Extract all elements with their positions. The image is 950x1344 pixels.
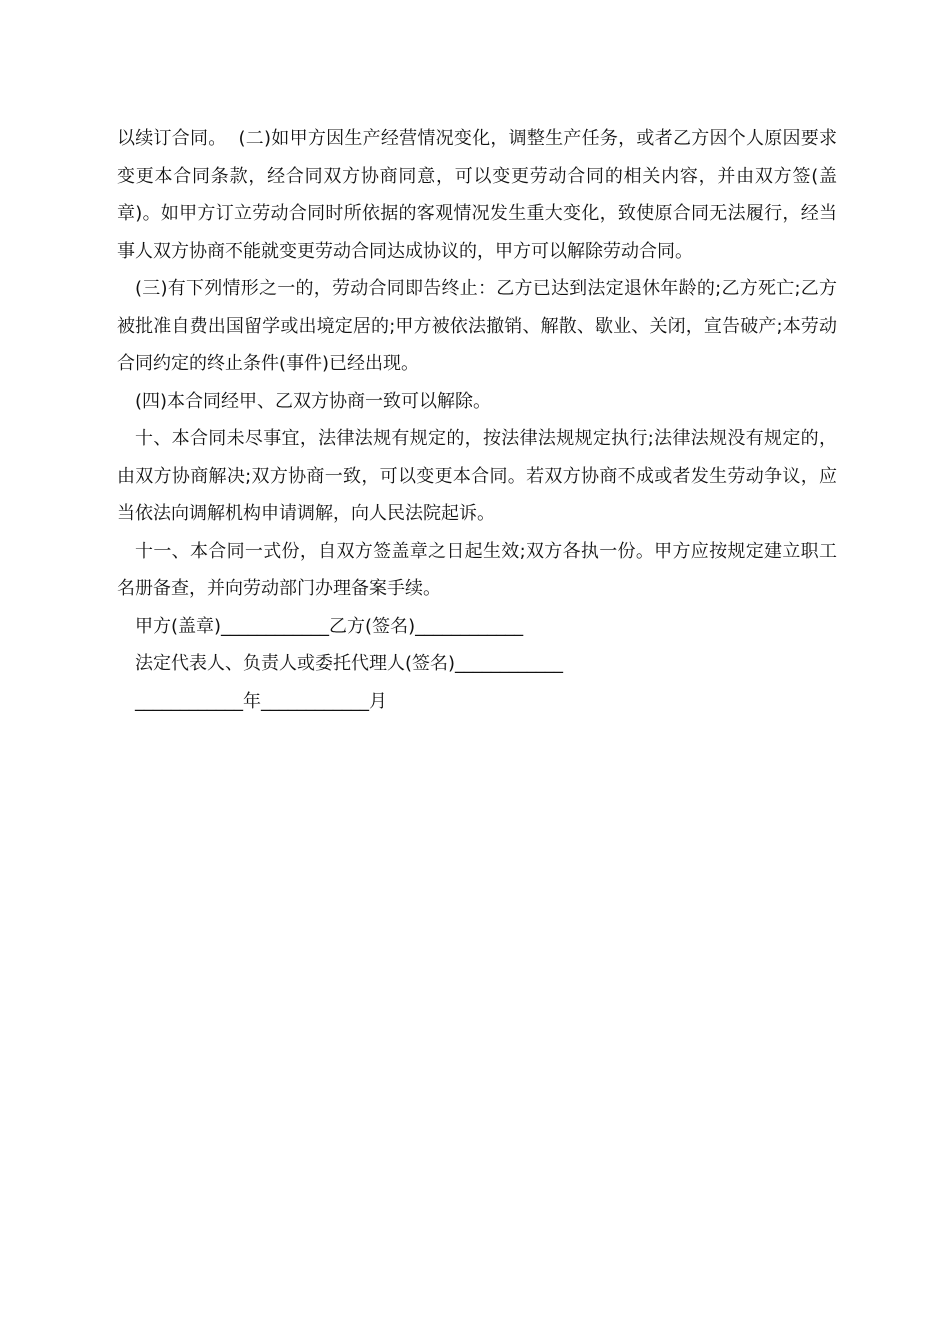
paragraph-clause-eleven: 十一、本合同一式份，自双方签盖章之日起生效;双方各执一份。甲方应按规定建立职工名册备查，并向劳动部门办理备案手续。 bbox=[117, 540, 837, 599]
paragraph-contract-termination: (三)有下列情形之一的，劳动合同即告终止：乙方已达到法定退休年龄的;乙方死亡;乙方被批准自费出国留学或出境定居的;甲方被依法撤销、解散、歇业、关闭，宣告破产;本劳动合同约定的终止条件(事件)已经出现。 bbox=[117, 278, 837, 374]
document-body bbox=[117, 120, 837, 720]
paragraph-clause-ten: 十、本合同未尽事宜，法律法规有规定的，按法律法规规定执行;法律法规没有规定的，由双方协商解决;双方协商一致，可以变更本合同。若双方协商不成或者发生劳动争议，应当依法向调解机构申请调解，向人民法院起诉。 bbox=[117, 428, 837, 524]
signature-representative-line: 法定代表人、负责人或委托代理人(签名)____________ bbox=[135, 653, 564, 674]
paragraph-mutual-dissolution: (四)本合同经甲、乙双方协商一致可以解除。 bbox=[135, 390, 492, 412]
signature-party-line: 甲方(盖章)____________乙方(签名)____________ bbox=[135, 615, 524, 637]
paragraph-contract-change: 以续订合同。 (二)如甲方因生产经营情况变化，调整生产任务，或者乙方因个人原因要求变更本合同条款，经合同双方协商同意，可以变更劳动合同的相关内容，并由双方签(盖章)。如甲方订立劳动合同时所依据的客观情况发生重大变化，致使原合同无法履行，经当事人双方协商不能就变更劳动合同达成协议的，甲方可以解除劳动合同。 bbox=[117, 128, 837, 262]
signature-date-line: ____________年____________月 bbox=[135, 690, 387, 712]
